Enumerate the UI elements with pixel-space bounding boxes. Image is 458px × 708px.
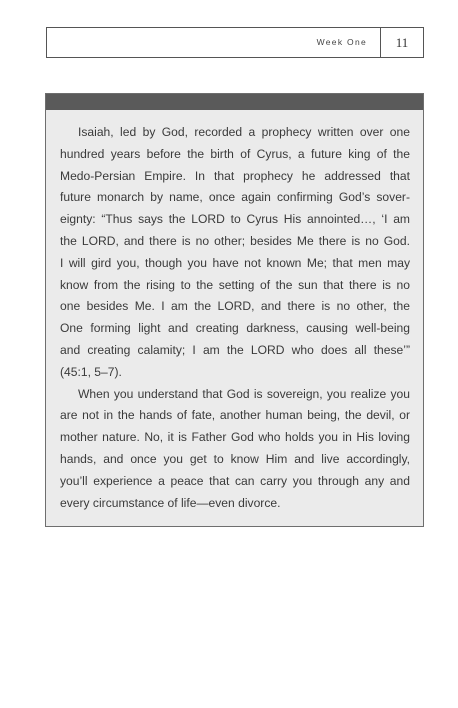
text-line: (45:1, 5–7).	[60, 364, 122, 379]
text-line: and creating calamity; I am the LORD who does all these’”	[60, 342, 410, 357]
text-line: eignty: “Thus says the LORD to Cyrus His annointed…, ‘I am	[60, 212, 410, 227]
sidebar-title-bar	[46, 94, 423, 110]
text-line: every circumstance of life—even divorce.	[60, 495, 281, 510]
text-line: When you understand that God is sovereign, you realize you	[78, 386, 410, 401]
text-line: mother nature. No, it is Father God who holds you in His loving	[60, 430, 410, 445]
text-line: are not in the hands of fate, another human being, the devil, or	[60, 408, 410, 423]
text-line: Isaiah, led by God, recorded a prophecy written over one	[78, 125, 410, 139]
text-line: I will gird you, though you have not known Me; that men may	[60, 255, 410, 270]
text-line: one besides Me. I am the LORD, and there is no other, the	[60, 299, 410, 314]
running-header	[46, 27, 424, 58]
text-line: you’ll experience a peace that can carry you through any and	[60, 473, 410, 488]
text-line: the LORD, and there is no other; besides Me there is no God.	[60, 233, 410, 248]
sidebar-box	[45, 93, 424, 527]
text-line: One forming light and creating darkness, causing well-being	[60, 321, 410, 336]
paragraph-2	[60, 384, 410, 515]
paragraph-1	[60, 122, 410, 384]
sidebar-body	[46, 110, 423, 514]
text-line: know from the rising to the setting of the sun that there is no	[60, 277, 410, 292]
section-label: Week One	[316, 37, 367, 47]
text-line: future monarch by name, once again confirming God’s sover-	[60, 190, 410, 205]
text-line: hands, and once you get to know Him and live accordingly,	[60, 451, 410, 466]
page-number: 11	[395, 35, 409, 50]
text-line: hundred years before the birth of Cyrus, a future king of the	[60, 146, 410, 161]
text-line: Medo-Persian Empire. In that prophecy he addressed that	[60, 168, 410, 183]
